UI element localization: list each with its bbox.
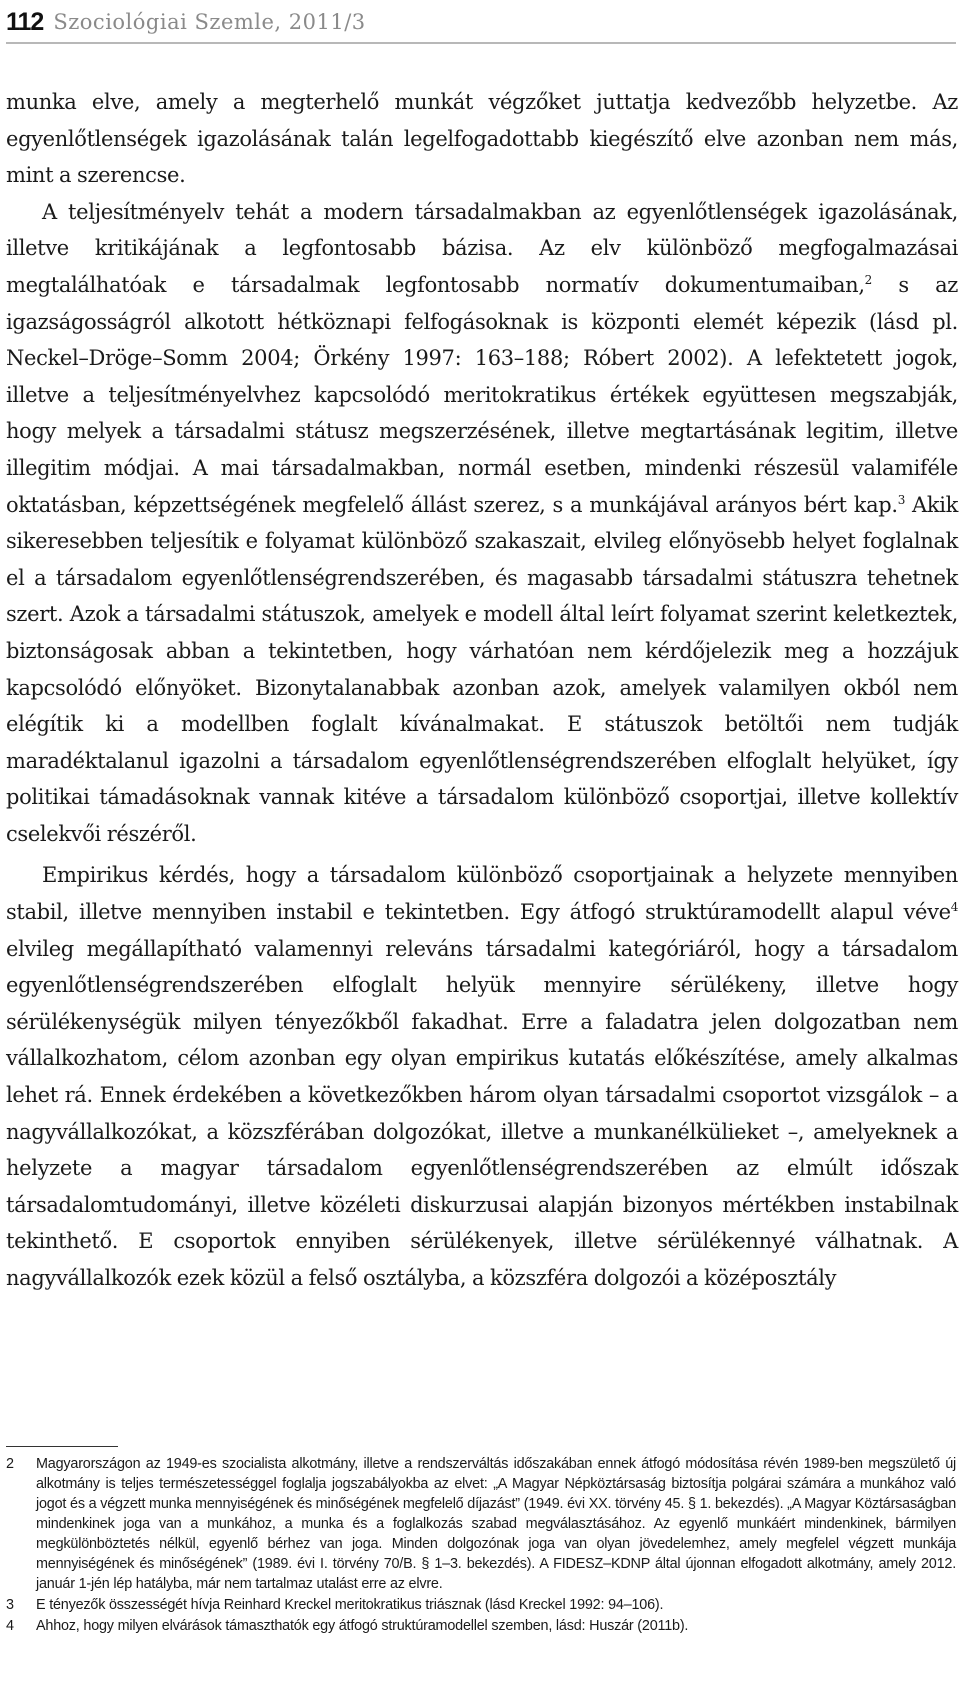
- paragraph-2-text-a: A teljesítményelv tehát a modern társadalmakban az egyenlőtlenségek igazolásának, illetve kritikájának a legfontosabb bázisa. Az elv különböző megfogalmazásai megtalálhatóak e társadalmak legfontosabb normatív dokumentumaiban,: [6, 199, 958, 297]
- footnote-3: [6, 1595, 956, 1615]
- footnote-text: Magyarországon az 1949-es szocialista alkotmány, illetve a rendszerváltás időszakában ennek átfogó módosítása révén 1989-ben megszülető új alkotmány is teljes természetességgel foglalja jogszabályokba az elvet: „A Magyar Népköztársaság biztosítja polgárai számára a munkához való jogot és a végzett munka mennyiségének és minőségének megfelelő díjazást” (1949. évi XX. törvény 45. § 1. bekezdés). „A Magyar Köztársaságban mindenkinek joga van a munkához, a munka és a foglalkozás szabad megválasztásához. Az egyenlő munkáért mindenkinek, bármilyen megkülönböztetés nélkül, egyenlő bérhez van joga. Minden dolgozónak joga van olyan jövedelemhez, amely megfelel végzett munkája mennyiségének és minőségének” (1989. évi I. törvény 70/B. § 1–3. bekezdés). A FIDESZ–KDNP által újonnan elfogadott alkotmány, amely 2012. január 1-jén lép hatályba, már nem tartalmaz utalást erre az elvre.: [36, 1456, 956, 1592]
- paragraph-3-text-b: elvileg megállapítható valamennyi releváns társadalmi kategóriáról, hogy a társadalom egyenlőtlenségrendszerében elfoglalt helyük mennyire sérülékeny, illetve hogy sérülékenységük milyen tényezőkből fakadhat. Erre a faladatra jelen dolgozatban nem vállalkozhatom, célom azonban egy olyan empirikus kutatás előkészítése, amely alkalmas lehet rá. Ennek érdekében a következőkben három olyan társadalmi csoportot vizsgálok – a nagyvállalkozókat, a közszférában dolgozókat, illetve a munkanélkülieket –, amelyeknek a helyzete a magyar társadalom egyenlőtlenségrendszerében az elmúlt időszak társadalomtudományi, illetve közéleti diskurzusai alapján bizonyos mértékben instabilnak tekinthető. E csoportok ennyiben sérülékenyek, illetve sérülékennyé válhatnak. A nagyvállalkozók ezek közül a felső osztályba, a közszféra dolgozói a középosztály: [6, 936, 958, 1290]
- footnote-number: 2: [6, 1456, 14, 1472]
- paragraph-2: [6, 194, 958, 853]
- footnote-ref-4[interactable]: 4: [950, 900, 958, 915]
- paragraph-3-text-a: Empirikus kérdés, hogy a társadalom különböző csoportjainak a helyzete mennyiben stabil, illetve mennyiben instabil e tekintetben. Egy átfogó struktúramodellt alapul véve: [6, 863, 958, 925]
- footnote-4: [6, 1616, 956, 1636]
- journal-title: Szociológiai Szemle, 2011/3: [53, 10, 366, 34]
- footnote-ref-3[interactable]: 3: [897, 492, 905, 507]
- footnote-ref-2[interactable]: 2: [864, 272, 872, 287]
- footnote-2: [6, 1454, 956, 1594]
- footnote-text: Ahhoz, hogy milyen elvárások támaszthatók egy átfogó struktúramodellel szemben, lásd: Huszár (2011b).: [36, 1618, 689, 1634]
- page-number: 112: [6, 7, 44, 36]
- paragraph-2-text-b: s az igazságosságról alkotott hétköznapi felfogásoknak is központi elemét képezik (lásd pl. Neckel–Dröge–Somm 2004; Örkény 1997: 163–188; Róbert 2002). A lefektetett jogok, illetve a teljesítményelvhez kapcsolódó meritokratikus értékek együttesen megszabják, hogy melyek a társadalmi státusz megszerzésének, illetve megtartásának legitim, illetve illegitim módjai. A mai társadalmakban, normál esetben, mindenki részesül valamiféle oktatásban, képzettségének megfelelő állást szerez, s a munkájával arányos bért kap.: [6, 272, 959, 517]
- main-text: [6, 84, 958, 1297]
- footnote-number: 4: [6, 1618, 14, 1634]
- footnotes: [6, 1454, 956, 1637]
- running-header: [6, 2, 956, 44]
- paragraph-1: [6, 84, 958, 194]
- paragraph-1-text: munka elve, amely a megterhelő munkát végzőket juttatja kedvezőbb helyzetbe. Az egyenlőtlenségek igazolásának talán legelfogadottabb kiegészítő elve azonban nem más, mint a szerencse.: [6, 90, 958, 188]
- footnote-text: E tényezők összességét hívja Reinhard Kreckel meritokratikus triásznak (lásd Kreckel 1992: 94–106).: [36, 1597, 664, 1613]
- footnote-number: 3: [6, 1597, 14, 1613]
- footnote-separator: [6, 1446, 118, 1447]
- paragraph-2-text-c: Akik sikeresebben teljesítik e folyamat különböző szakaszait, elvileg előnyösebb helyet foglalnak el a társadalom egyenlőtlenségrendszerében, és magasabb társadalmi státuszra tehetnek szert. Azok a társadalmi státuszok, amelyek e modell által leírt folyamat szerint keletkeztek, biztonságosak abban a tekintetben, hogy várhatóan nem kérdőjelezik meg a hozzájuk kapcsolódó előnyöket. Bizonytalanabbak azonban azok, amelyek valamilyen okból nem elégítik ki a modellben foglalt kívánalmakat. E státuszok betöltői nem tudják maradéktalanul igazolni a társadalom egyenlőtlenségrendszerében elfoglalt helyüket, így politikai támadásoknak vannak kitéve a társadalom különböző csoportjai, illetve kollektív cselekvői részéről.: [6, 492, 958, 846]
- paragraph-3: [6, 857, 958, 1296]
